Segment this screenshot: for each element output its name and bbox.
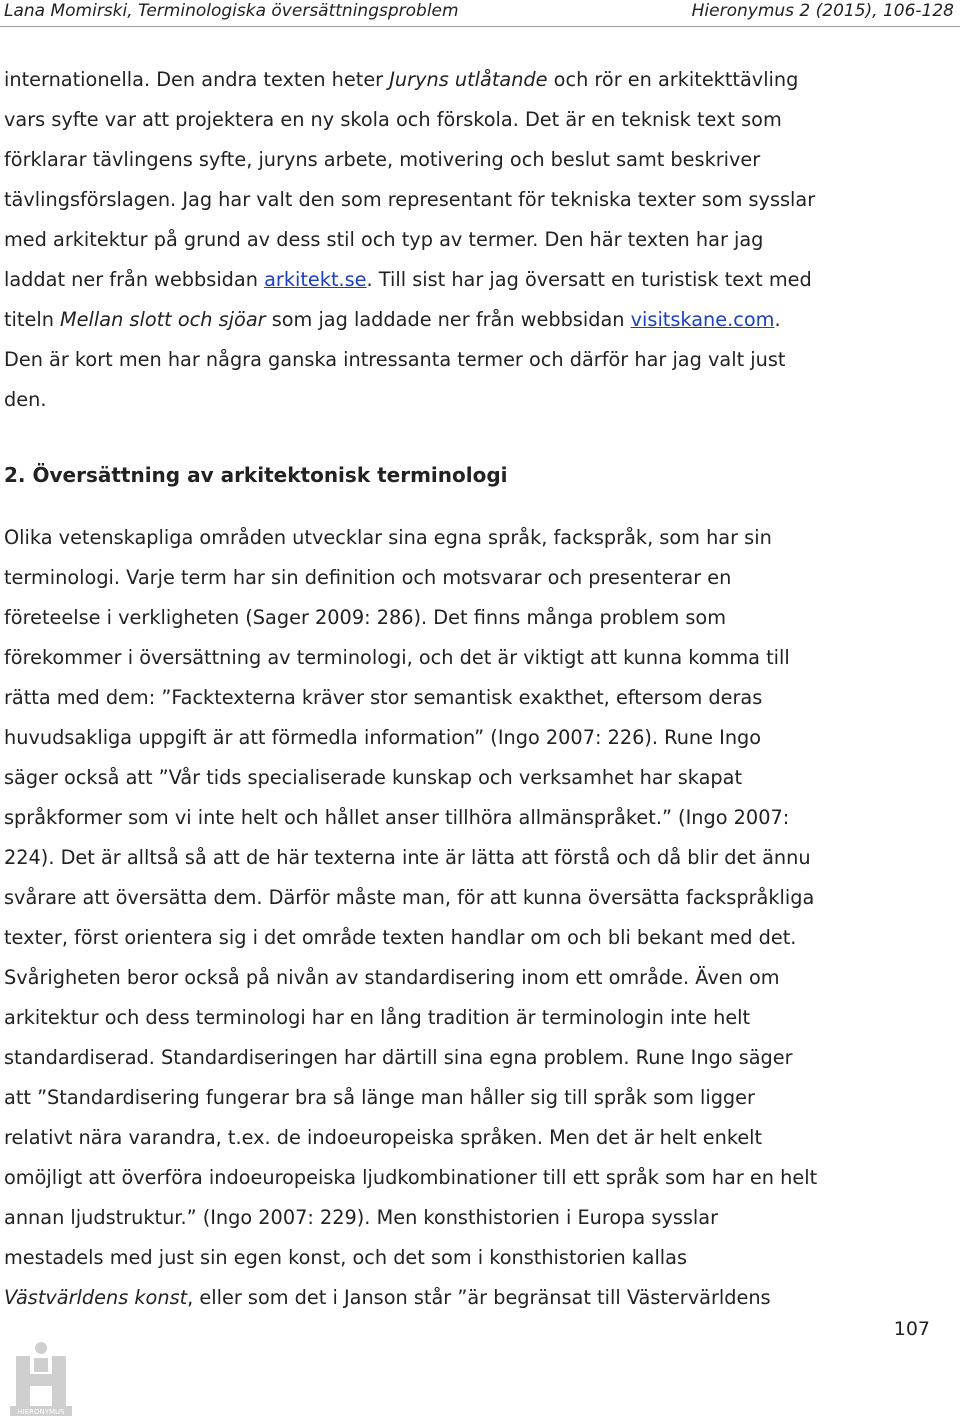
text-line: mestadels med just sin egen konst, och det som i konsthistorien kallas — [4, 1246, 688, 1269]
title-vastvarldens-konst: Västvärldens konst — [4, 1286, 188, 1309]
section-paragraph — [4, 518, 956, 1318]
text-line: 224). Det är alltså så att de här texterna inte är lätta att förstå och då blir det ännu — [4, 846, 811, 869]
text-line: Olika vetenskapliga områden utvecklar sina egna språk, fackspråk, som har sin — [4, 526, 772, 549]
section-heading: 2. Översättning av arkitektonisk terminologi — [4, 463, 508, 487]
text-line: att ”Standardisering fungerar bra så länge man håller sig till språk som ligger — [4, 1086, 755, 1109]
text-line: vars syfte var att projektera en ny skola och förskola. Det är en teknisk text som — [4, 108, 782, 131]
link-visitskane-com[interactable]: visitskane.com — [630, 308, 775, 331]
header-divider — [0, 26, 960, 27]
hieronymus-logo — [10, 1340, 72, 1420]
text-line: svårare att översätta dem. Därför måste man, för att kunna översätta fackspråkliga — [4, 886, 815, 909]
text-line: Den är kort men har några ganska intressanta termer och därför har jag valt just — [4, 348, 786, 371]
text-line: titeln Mellan slott och sjöar som jag laddade ner från webbsidan visitskane.com. — [4, 308, 781, 331]
text-line: omöjligt att överföra indoeuropeiska ljudkombinationer till ett språk som har en helt — [4, 1166, 818, 1189]
page-number: 107 — [893, 1318, 930, 1340]
text-line: språkformer som vi inte helt och hållet anser tillhöra allmänspråket.” (Ingo 2007: — [4, 806, 790, 829]
text-line: tävlingsförslagen. Jag har valt den som representant för tekniska texter som sysslar — [4, 188, 816, 211]
text-line: arkitektur och dess terminologi har en lång tradition är terminologin inte helt — [4, 1006, 751, 1029]
logo-text: HIERONYMUS — [17, 1408, 65, 1416]
text-line: Västvärldens konst, eller som det i Janson står ”är begränsat till Västervärldens — [4, 1286, 771, 1309]
text-line: relativt nära varandra, t.ex. de indoeuropeiska språken. Men det är helt enkelt — [4, 1126, 763, 1149]
text-line: standardiserad. Standardiseringen har därtill sina egna problem. Rune Ingo säger — [4, 1046, 793, 1069]
text-line: internationella. Den andra texten heter Juryns utlåtande och rör en arkitekttävling — [4, 68, 799, 91]
text-line: laddat ner från webbsidan arkitekt.se. Till sist har jag översatt en turistisk text med — [4, 268, 812, 291]
text-line: förklarar tävlingens syfte, juryns arbete, motivering och beslut samt beskriver — [4, 148, 761, 171]
text-line: Svårigheten beror också på nivån av standardisering inom ett område. Även om — [4, 966, 780, 989]
text-line: förekommer i översättning av terminologi, och det är viktigt att kunna komma till — [4, 646, 790, 669]
text-line: terminologi. Varje term har sin definition och motsvarar och presenterar en — [4, 566, 732, 589]
text-line: huvudsakliga uppgift är att förmedla information” (Ingo 2007: 226). Rune Ingo — [4, 726, 762, 749]
title-juryns-utlatande: Juryns utlåtande — [389, 68, 548, 91]
text-line: den. — [4, 388, 47, 411]
link-arkitekt-se[interactable]: arkitekt.se — [264, 268, 367, 291]
intro-paragraph — [4, 60, 956, 420]
text-line: företeelse i verkligheten (Sager 2009: 286). Det finns många problem som — [4, 606, 726, 629]
text-line: med arkitektur på grund av dess stil och typ av termer. Den här texten har jag — [4, 228, 764, 251]
header-author-title: Lana Momirski, Terminologiska översättningsproblem — [4, 1, 459, 21]
running-header — [0, 0, 960, 28]
text-line: rätta med dem: ”Facktexterna kräver stor semantisk exakthet, eftersom deras — [4, 686, 763, 709]
text-line: annan ljudstruktur.” (Ingo 2007: 229). Men konsthistorien i Europa sysslar — [4, 1206, 719, 1229]
text-line: säger också att ”Vår tids specialiserade kunskap och verksamhet har skapat — [4, 766, 743, 789]
text-line: texter, först orientera sig i det område texten handlar om och bli bekant med det. — [4, 926, 797, 949]
header-journal-citation: Hieronymus 2 (2015), 106-128 — [691, 1, 954, 21]
title-mellan-slott: Mellan slott och sjöar — [60, 308, 266, 331]
